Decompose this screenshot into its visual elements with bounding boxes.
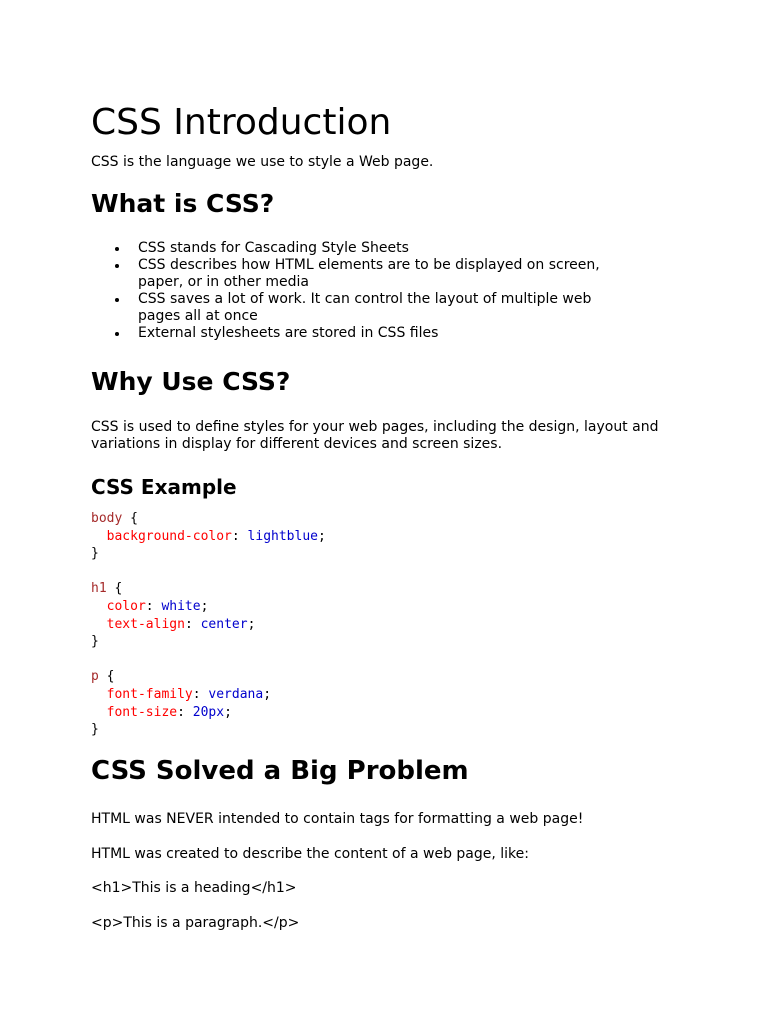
- code-value: center: [200, 616, 248, 632]
- css-solved-heading: CSS Solved a Big Problem: [91, 756, 469, 786]
- code-selector: body: [91, 511, 123, 526]
- list-item: CSS saves a lot of work. It can control the layout of multiple web pages all at once: [91, 291, 638, 325]
- code-value: white: [161, 598, 201, 614]
- solved-paragraph-3: <h1>This is a heading</h1>: [91, 880, 297, 896]
- intro-paragraph: CSS is the language we use to style a Web page.: [91, 154, 434, 170]
- what-is-css-list: [91, 240, 691, 342]
- css-example-heading: CSS Example: [91, 475, 237, 499]
- css-code-example: body { background-color: lightblue; } h1 { color: white; text-align: center; } p { font-family: verdana; font-size: 20px; }: [91, 511, 326, 738]
- code-property: text-align: [106, 616, 185, 632]
- code-property: font-size: [106, 704, 178, 720]
- code-property: color: [106, 598, 146, 614]
- code-value: 20px: [192, 704, 225, 720]
- code-value: lightblue: [247, 528, 318, 544]
- code-selector: p: [91, 669, 99, 685]
- code-property: font-family: [106, 686, 193, 702]
- solved-paragraph-1: HTML was NEVER intended to contain tags for formatting a web page!: [91, 811, 584, 827]
- code-selector: h1: [91, 581, 107, 597]
- what-is-css-heading: What is CSS?: [91, 189, 275, 218]
- code-value: verdana: [208, 686, 264, 702]
- page-title: CSS Introduction: [91, 102, 392, 143]
- why-use-css-heading: Why Use CSS?: [91, 367, 291, 396]
- list-item: External stylesheets are stored in CSS files: [91, 325, 638, 342]
- why-use-css-paragraph: CSS is used to define styles for your web pages, including the design, layout and variations in display for different devices and screen sizes.: [91, 419, 659, 452]
- solved-paragraph-4: <p>This is a paragraph.</p>: [91, 915, 300, 931]
- list-item: CSS stands for Cascading Style Sheets: [91, 240, 638, 257]
- list-item: CSS describes how HTML elements are to be displayed on screen, paper, or in other media: [91, 257, 638, 291]
- code-property: background-color: [106, 528, 232, 544]
- solved-paragraph-2: HTML was created to describe the content of a web page, like:: [91, 846, 529, 862]
